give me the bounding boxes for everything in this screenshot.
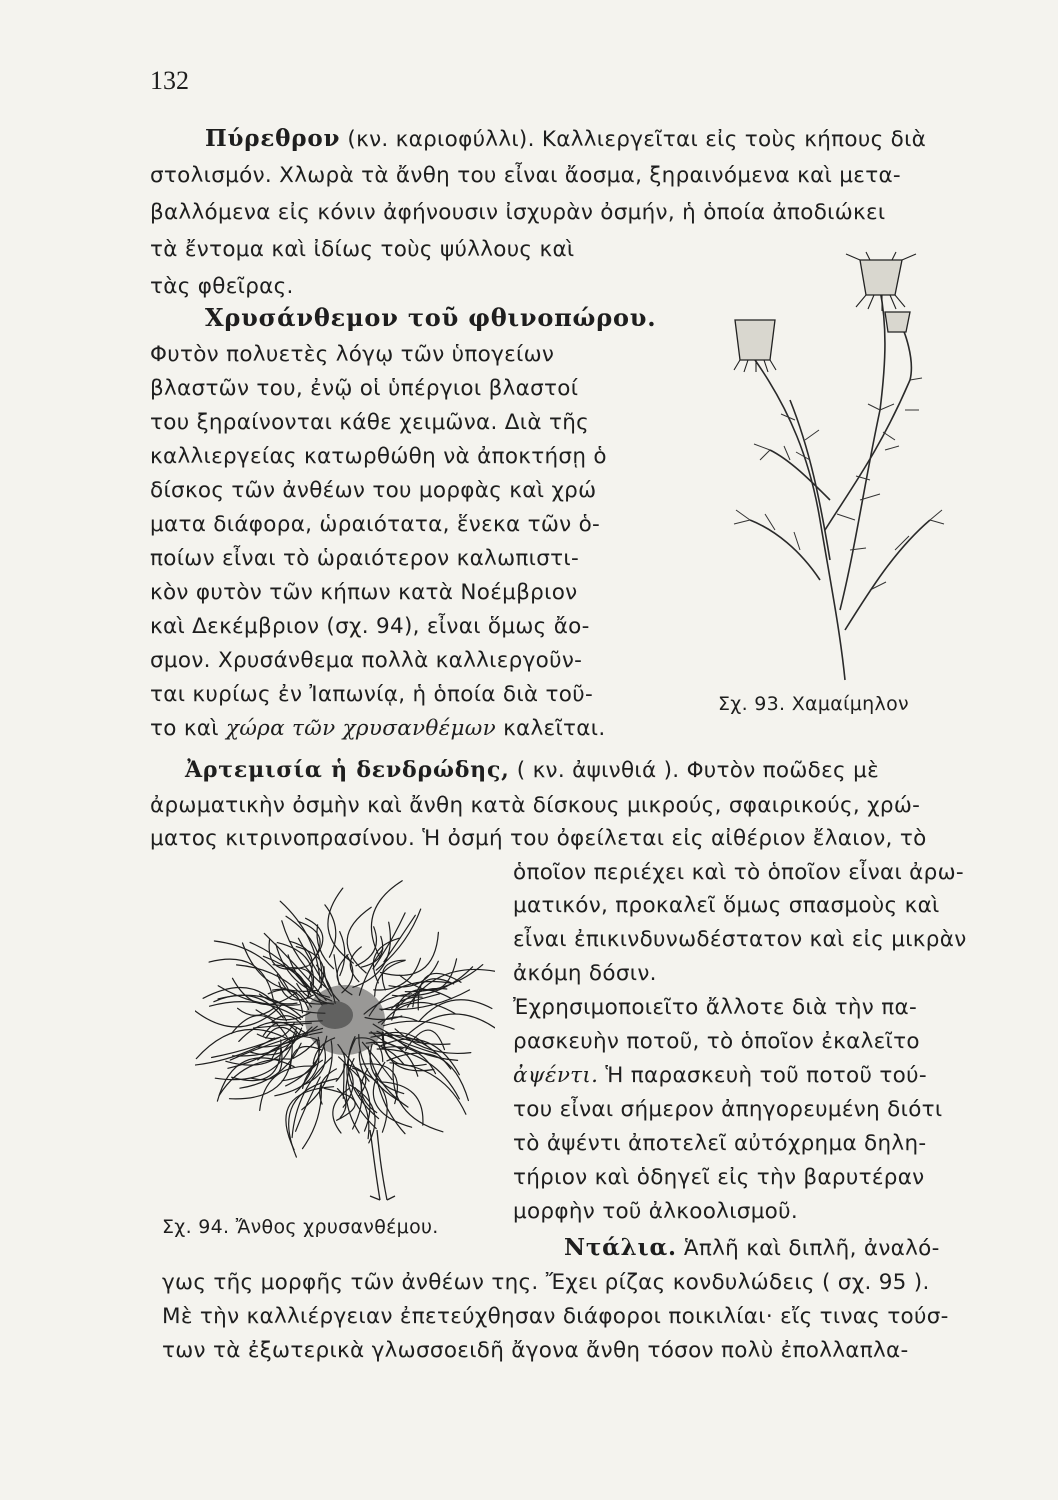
heading-pyrethron: Πύρεθρον [205, 125, 341, 152]
line-text: καλεῖται. [495, 716, 606, 741]
paragraph-line: ται κυρίως ἐν Ἰαπωνίᾳ, ἡ ὁποία διὰ τοῦ- [150, 682, 594, 707]
petal-stroke [362, 936, 383, 967]
paragraph-line: του εἶναι σήμερον ἀπηγορευμένη διότι [513, 1097, 943, 1122]
petal-stroke [286, 1087, 334, 1150]
paragraph-line: εἶναι ἐπικινδυνωδέστατον καὶ εἰς μικρὰν [513, 927, 967, 952]
heading-artemisia: Ἀρτεμισία ἡ δενδρώδης, [185, 757, 510, 783]
petal-stroke [370, 1044, 404, 1094]
paragraph-line: ματικόν, προκαλεῖ ὅμως σπασμοὺς καὶ [513, 893, 940, 918]
paragraph-line: δίσκος τῶν ἀνθέων του μορφὰς καὶ χρώ [150, 478, 597, 503]
paragraph-line: τὸ ἀψέντι ἀποτελεῖ αὐτόχρημα δηλη- [513, 1131, 927, 1156]
heading-dahlia: Ντάλια. [564, 1234, 677, 1261]
paragraph-line: των τὰ ἐξωτερικὰ γλωσσοειδῆ ἄγονα ἄνθη τόσον πολὺ ἐπολλαπλα- [162, 1338, 909, 1363]
paragraph-line: καὶ Δεκέμβριον (σχ. 94), εἶναι ὅμως ἄο- [150, 614, 590, 639]
paragraph-line: ποίων εἶναι τὸ ὡραιότερον καλωπιστι- [150, 546, 579, 571]
paragraph-line [185, 759, 879, 782]
paragraph-line: βαλλόμενα εἰς κόνιν ἀφήνουσιν ἰσχυρὰν ὀσμήν, ἡ ὁποία ἀποδιώκει [150, 200, 886, 225]
paragraph-line [150, 718, 605, 740]
paragraph-line: ρασκευὴν ποτοῦ, τὸ ὁποῖον ἐκαλεῖτο [513, 1029, 920, 1054]
paragraph-line: κὸν φυτὸν τῶν κήπων κατὰ Νοέμβριον [150, 580, 578, 605]
paragraph-line: ἀκόμη δόσιν. [513, 961, 657, 986]
petal-stroke [375, 961, 405, 996]
paragraph-line [205, 127, 926, 151]
line-text: ( κν. ἀψινθιά ). Φυτὸν ποῶδες μὲ [509, 758, 879, 783]
paragraph-line: καλλιεργείας κατωρθώθη νὰ ἀποκτήσῃ ὁ [150, 444, 607, 469]
paragraph-line: ὁποῖον περιέχει καὶ τὸ ὁποῖον εἶναι ἀρω- [513, 860, 964, 885]
paragraph-line: του ξηραίνονται κάθε χειμῶνα. Διὰ τῆς [150, 410, 590, 435]
figure-93-illustration [680, 250, 980, 690]
paragraph-line: Μὲ τὴν καλλιέργειαν ἐπετεύχθησαν διάφοροι ποικιλίαι· εἴς τινας τούσ- [162, 1304, 949, 1329]
petal-stroke [260, 1066, 312, 1110]
line-text: το καὶ [150, 716, 226, 741]
paragraph-line [564, 1236, 940, 1260]
chamomile-drawing [680, 250, 980, 690]
line-text: Ἁπλῆ καὶ διπλῆ, ἀναλό- [676, 1236, 940, 1261]
paragraph-line: τήριον καὶ ὁδηγεῖ εἰς τὴν βαρυτέραν [513, 1165, 925, 1190]
petal-stroke [286, 916, 322, 987]
paragraph-line: ματος κιτρινοπρασίνου. Ἡ ὀσμή του ὀφείλεται εἰς αἰθέριον ἔλαιον, τὸ [150, 826, 927, 851]
paragraph-line: μορφὴν τοῦ ἀλκοολισμοῦ. [513, 1199, 799, 1224]
line-text: (κν. καριοφύλλι). Καλλιεργεῖται εἰς τοὺς κήπους διὰ [340, 127, 927, 152]
petal-stroke [238, 1008, 275, 1015]
paragraph-line: Φυτὸν πολυετὲς λόγῳ τῶν ὑπογείων [150, 342, 555, 367]
line-text: Ἡ παρασκευὴ τοῦ ποτοῦ τού- [598, 1063, 927, 1088]
paragraph-line: σμον. Χρυσάνθεμα πολλὰ καλλιεργοῦν- [150, 648, 583, 673]
paragraph-line: στολισμόν. Χλωρὰ τὰ ἄνθη του εἶναι ἄοσμα, ξηραινόμενα καὶ μετα- [150, 163, 901, 188]
paragraph-line: Ἐχρησιμοποιεῖτο ἄλλοτε διὰ τὴν πα- [513, 995, 918, 1020]
petal-stroke [325, 905, 336, 957]
page-number: 132 [150, 66, 189, 95]
italic-phrase: χώρα τῶν χρυσανθέμων [226, 716, 496, 741]
paragraph-line: βλαστῶν του, ἐνῷ οἱ ὑπέργιοι βλαστοί [150, 376, 579, 401]
figure-94-illustration [195, 850, 495, 1205]
chrysanthemum-flower-drawing [195, 850, 495, 1205]
paragraph-line: γως τῆς μορφῆς τῶν ἀνθέων της. Ἔχει ρίζας κονδυλώδεις ( σχ. 95 ). [162, 1270, 930, 1295]
paragraph-line [513, 1065, 927, 1087]
petal-stroke [317, 925, 334, 969]
figure-94-caption: Σχ. 94. Ἄνθος χρυσανθέμου. [162, 1216, 439, 1238]
paragraph-line: ματα διάφορα, ὡραιότατα, ἕνεκα τῶν ὁ- [150, 512, 601, 537]
paragraph-line: τὰ ἔντομα καὶ ἰδίως τοὺς ψύλλους καὶ [150, 237, 575, 262]
paragraph-line: ἀρωματικὴν ὀσμὴν καὶ ἄνθη κατὰ δίσκους μικρούς, σφαιρικούς, χρώ- [150, 793, 921, 818]
italic-word: ἀψέντι. [513, 1063, 599, 1088]
heading-chrysanthemum: Χρυσάνθεμον τοῦ φθινοπώρου. [205, 303, 657, 332]
figure-93-caption: Σχ. 93. Χαμαίμηλον [718, 693, 909, 715]
paragraph-line: τὰς φθεῖρας. [150, 274, 294, 299]
